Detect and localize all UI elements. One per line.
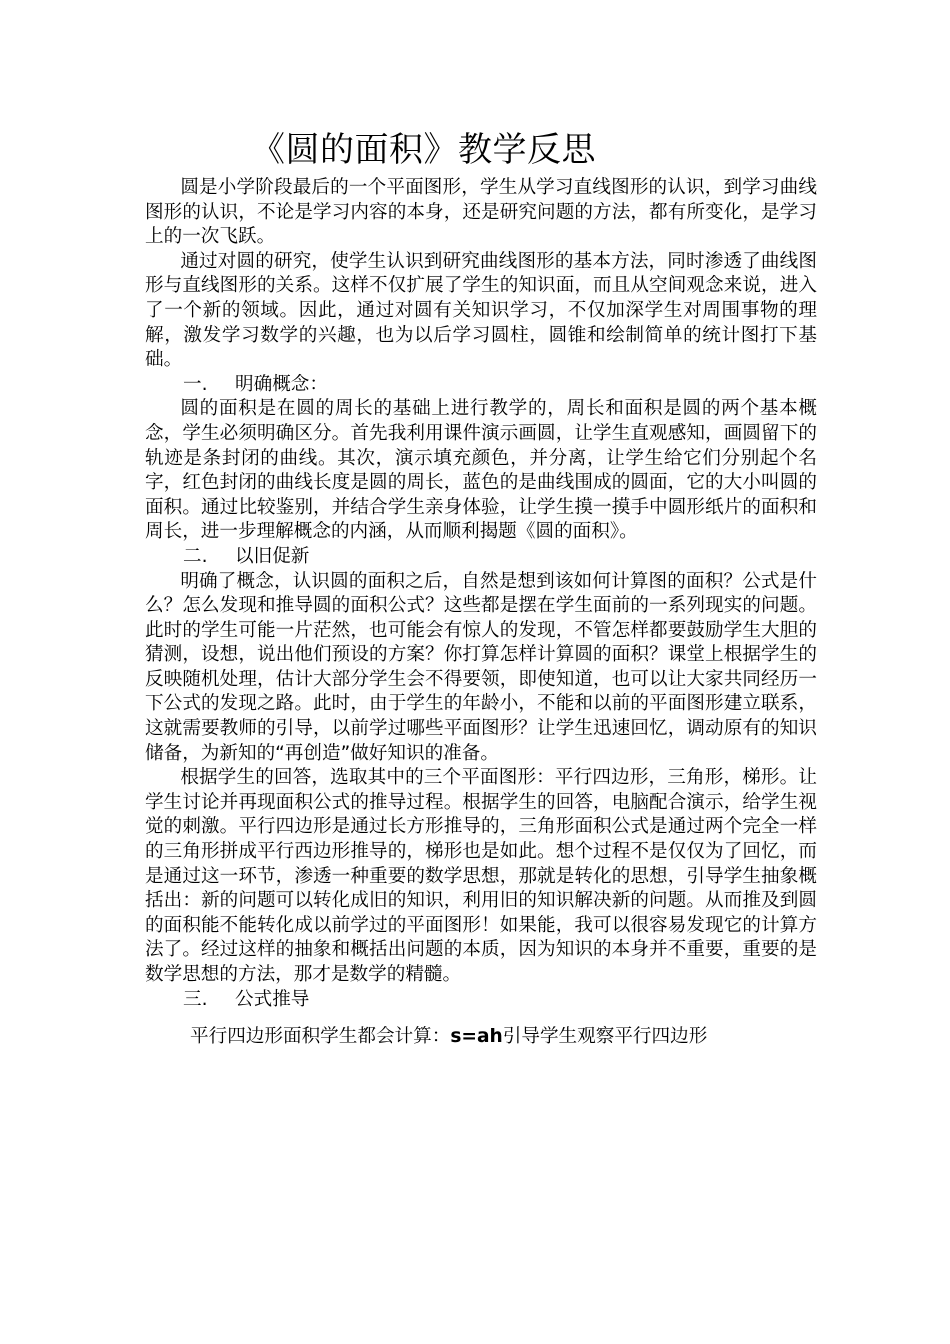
document-title: 《圆的面积》教学反思 — [251, 130, 596, 170]
section-number-2: 二. — [183, 545, 208, 567]
section-heading-3 — [145, 988, 817, 1013]
section2-paragraph-2: 根据学生的回答，选取其中的三个平面图形：平行四边形，三角形，梯形。让学生讨论并再现面积公式的推导过程。根据学生的回答，电脑配合演示，给学生视觉的刺激。平行四边形是通过长方形推导的，三角形面积公式是通过两个完全一样的三角形拼成平行西边形推导的，梯形也是如此。想个过程不是仅仅为了回忆，而是通过这一环节，渗透一种重要的数学思想，那就是转化的思想，引导学生抽象概括出：新的问题可以转化成旧的知识，利用旧的知识解决新的问题。从而推及到圆的面积能不能转化成以前学过的平面图形！如果能，我可以很容易发现它的计算方法了。经过这样的抽象和概括出问题的本质，因为知识的本身并不重要，重要的是数学思想的方法，那才是数学的精髓。 — [145, 767, 817, 985]
section1-paragraph: 圆的面积是在圆的周长的基础上进行教学的，周长和面积是圆的两个基本概念，学生必须明确区分。首先我利用课件演示画圆，让学生直观感知，画圆留下的轨迹是条封闭的曲线。其次，演示填充颜色，并分离，让学生给它们分别起个名字，红色封闭的曲线长度是圆的周长，蓝色的是曲线围成的圆面，它的大小叫圆的面积。通过比较鉴别，并结合学生亲身体验，让学生摸一摸手中圆形纸片的面积和周长，进一步理解概念的内涵，从而顺利揭题《圆的面积》。 — [145, 398, 817, 543]
area-formula: s=ah — [450, 1026, 503, 1048]
section3-paragraph — [145, 1025, 817, 1050]
section-heading-2 — [145, 545, 817, 570]
section-number-1: 一. — [183, 373, 208, 395]
section-title-3: 公式推导 — [235, 988, 310, 1010]
section2-paragraph-1: 明确了概念，认识圆的面积之后，自然是想到该如何计算图的面积？公式是什么？怎么发现和推导圆的面积公式？这些都是摆在学生面前的一系列现实的问题。此时的学生可能一片茫然，也可能会有惊人的发现，不管怎样都要鼓励学生大胆的猜测，设想，说出他们预设的方案？你打算怎样计算圆的面积？课堂上根据学生的反映随机处理，估计大部分学生会不得要领，即使知道，也可以让大家共同经历一下公式的发现之路。此时，由于学生的年龄小，不能和以前的平面图形建立联系，这就需要教师的引导，以前学过哪些平面图形？让学生迅速回忆，调动原有的知识储备，为新知的“再创造”做好知识的准备。 — [145, 570, 817, 764]
section3-text-after: 引导学生观察平行四边形 — [502, 1026, 708, 1048]
section-title-2: 以旧促新 — [235, 545, 310, 567]
document-page — [145, 128, 817, 1050]
section3-text-before: 平行四边形面积学生都会计算： — [190, 1026, 451, 1048]
intro-paragraph-2: 通过对圆的研究，使学生认识到研究曲线图形的基本方法，同时渗透了曲线图形与直线图形的关系。这样不仅扩展了学生的知识面，而且从空间观念来说，进入了一个新的领域。因此，通过对圆有关知识学习，不仅加深学生对周围事物的理解，激发学习数学的兴趣，也为以后学习圆柱，圆锥和绘制简单的统计图打下基础。 — [145, 250, 817, 371]
section-heading-1 — [145, 373, 817, 398]
section-number-3: 三. — [183, 988, 208, 1010]
section-title-1: 明确概念： — [235, 373, 328, 395]
intro-paragraph-1: 圆是小学阶段最后的一个平面图形，学生从学习直线图形的认识，到学习曲线图形的认识，不论是学习内容的本身，还是研究问题的方法，都有所变化，是学习上的一次飞跃。 — [145, 177, 817, 248]
